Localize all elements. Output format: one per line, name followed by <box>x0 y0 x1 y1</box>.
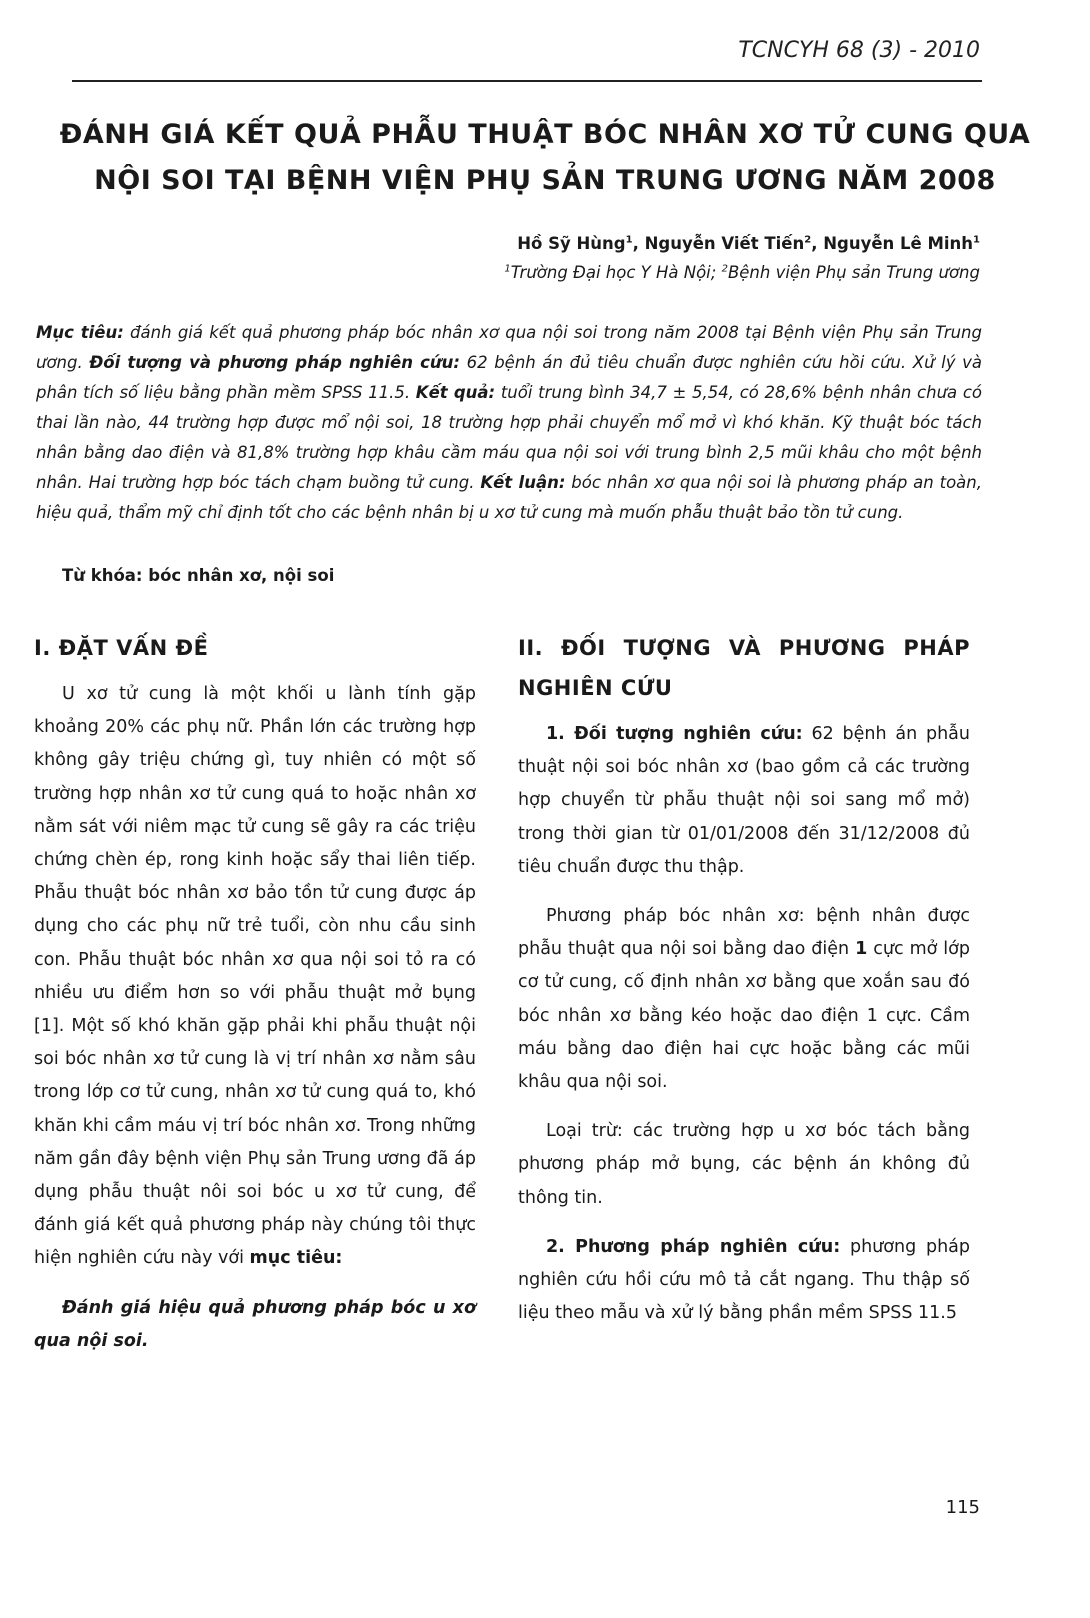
author-separator: , <box>811 234 824 253</box>
abstract-aim-text: đánh giá kết quả phương pháp bóc nhân xơ qua nội soi trong năm 2008 tại Bệnh viện Phụ sản Trung ương. <box>36 323 982 372</box>
author-3: Nguyễn Lê Minh <box>823 234 974 253</box>
method-bold: 1 <box>855 939 868 960</box>
article-title <box>40 112 1050 204</box>
author-2: Nguyễn Viết Tiến <box>644 234 805 253</box>
author-separator: , <box>632 234 645 253</box>
section-1-text: U xơ tử cung là một khối u lành tính gặp khoảng 20% các phụ nữ. Phần lớn các trường hợp không gây triệu chứng gì, tuy nhiên có một số trường hợp nhân xơ tử cung quá to hoặc nhân xơ nằm sát với niêm mạc tử cung sẽ gây ra các triệu chứng chèn ép, rong kinh hoặc sẩy thai liên tiếp. Phẫu thuật bóc nhân xơ bảo tồn tử cung được áp dụng cho các phụ nữ trẻ tuổi, còn nhu cầu sinh con. Phẫu thuật bóc nhân xơ qua nội soi tỏ ra có nhiều ưu điểm hơn so với phẫu thuật mở bụng [1]. Một số khó khăn gặp phải khi phẫu thuật nội soi bóc nhân xơ tử cung là vị trí nhân xơ nằm sâu trong lớp cơ tử cung, nhân xơ tử cung quá to, khó khăn khi cầm máu vị trí bóc nhân xơ. Trong những năm gần đây bệnh viện Phụ sản Trung ương đã áp dụng phẫu thuật nôi soi bóc u xơ tử cung, để đánh giá kết quả phương pháp này chúng tôi thực hiện nghiên cứu này với <box>34 684 476 1269</box>
subjects-paragraph <box>518 718 970 884</box>
abstract-result-text: tuổi trung bình 34,7 ± 5,54, có 28,6% bệnh nhân chưa có thai lần nào, 44 trường hợp được mổ nội soi, 18 trường hợp phải chuyển mổ mở vì khó khăn. Kỹ thuật bóc tách nhân bằng dao điện và 81,8% trường hợp khâu cầm máu qua nội soi với trung bình 2,5 mũi khâu cho một bệnh nhân. Hai trường hợp bóc tách chạm buồng tử cung. <box>36 383 982 492</box>
abstract-result-label: Kết quả: <box>415 383 496 402</box>
abstract-subject-label: Đối tượng và phương pháp nghiên cứu: <box>89 353 460 372</box>
title-line-2: NỘI SOI TẠI BỆNH VIỆN PHỤ SẢN TRUNG ƯƠNG NĂM 2008 <box>94 165 996 196</box>
affiliation-2-marker: 2 <box>721 263 728 275</box>
title-line-1: ĐÁNH GIÁ KẾT QUẢ PHẪU THUẬT BÓC NHÂN XƠ TỬ CUNG QUA <box>59 119 1031 150</box>
right-column <box>518 628 970 1346</box>
subjects-label: 1. Đối tượng nghiên cứu: <box>546 724 803 744</box>
abstract-conclusion-label: Kết luận: <box>480 473 566 492</box>
author-list <box>517 234 980 253</box>
study-method-label: 2. Phương pháp nghiên cứu: <box>546 1236 841 1257</box>
page-number: 115 <box>945 1497 980 1518</box>
left-column <box>34 628 476 1374</box>
exclusion-paragraph: Loại trừ: các trường hợp u xơ bóc tách bằng phương pháp mở bụng, các bệnh án không đủ thông tin. <box>518 1121 970 1208</box>
abstract-subject-text: 62 bệnh án đủ tiêu chuẩn được nghiên cứu hồi cứu. Xử lý và phân tích số liệu bằng phần mềm SPSS 11.5. <box>36 353 982 402</box>
affiliation-1: Trường Đại học Y Hà Nội; <box>510 263 717 282</box>
author-1-affil: 1 <box>625 234 633 246</box>
author-3-affil: 1 <box>973 234 980 246</box>
abstract-conclusion-text: bóc nhân xơ qua nội soi là phương pháp an toàn, hiệu quả, thẩm mỹ chỉ định tốt cho các bệnh nhân bị u xơ tử cung mà muốn phẫu thuật bảo tồn tử cung. <box>36 473 982 522</box>
method-text-a: Phương pháp bóc nhân xơ: bệnh nhân được phẫu thuật qua nội soi bằng dao điện <box>518 906 970 960</box>
author-1: Hồ Sỹ Hùng <box>517 234 626 253</box>
affiliation-1-marker: 1 <box>504 263 511 275</box>
author-2-affil: 2 <box>804 234 812 246</box>
section-1-paragraph <box>34 678 476 1276</box>
journal-header: TCNCYH 68 (3) - 2010 <box>738 38 980 63</box>
affiliation-2: Bệnh viện Phụ sản Trung ương <box>727 263 980 282</box>
abstract <box>36 318 982 528</box>
abstract-aim-label: Mục tiêu: <box>36 323 124 342</box>
keywords: Từ khóa: bóc nhân xơ, nội soi <box>62 566 335 585</box>
subjects-text: 62 bệnh án phẫu thuật nội soi bóc nhân xơ (bao gồm cả các trường hợp chuyển từ phẫu thuật nội soi sang mổ mở) trong thời gian từ 01/01/2008 đến 31/12/2008 đủ tiêu chuẩn được thu thập. <box>518 724 970 877</box>
study-method-paragraph <box>518 1231 970 1331</box>
section-1-aim: Đánh giá hiệu quả phương pháp bóc u xơ qua nội soi. <box>34 1297 476 1351</box>
section-1-aim-label: mục tiêu: <box>249 1248 343 1269</box>
method-paragraph <box>518 900 970 1099</box>
header-rule <box>72 80 982 82</box>
affiliations <box>504 263 980 282</box>
method-text-b: cực mở lớp cơ tử cung, cố định nhân xơ bằng que xoắn sau đó bóc nhân xơ bằng kéo hoặc dao điện 1 cực. Cầm máu bằng dao điện hai cực hoặc bằng các mũi khâu qua nội soi. <box>518 939 970 1093</box>
section-2-heading: II. ĐỐI TƯỢNG VÀ PHƯƠNG PHÁP NGHIÊN CỨU <box>518 636 970 700</box>
study-method-text: phương pháp nghiên cứu hồi cứu mô tả cắt ngang. Thu thập số liệu theo mẫu và xử lý bằng phần mềm SPSS 11.5 <box>518 1236 970 1324</box>
section-1-heading: I. ĐẶT VẤN ĐỀ <box>34 636 209 660</box>
